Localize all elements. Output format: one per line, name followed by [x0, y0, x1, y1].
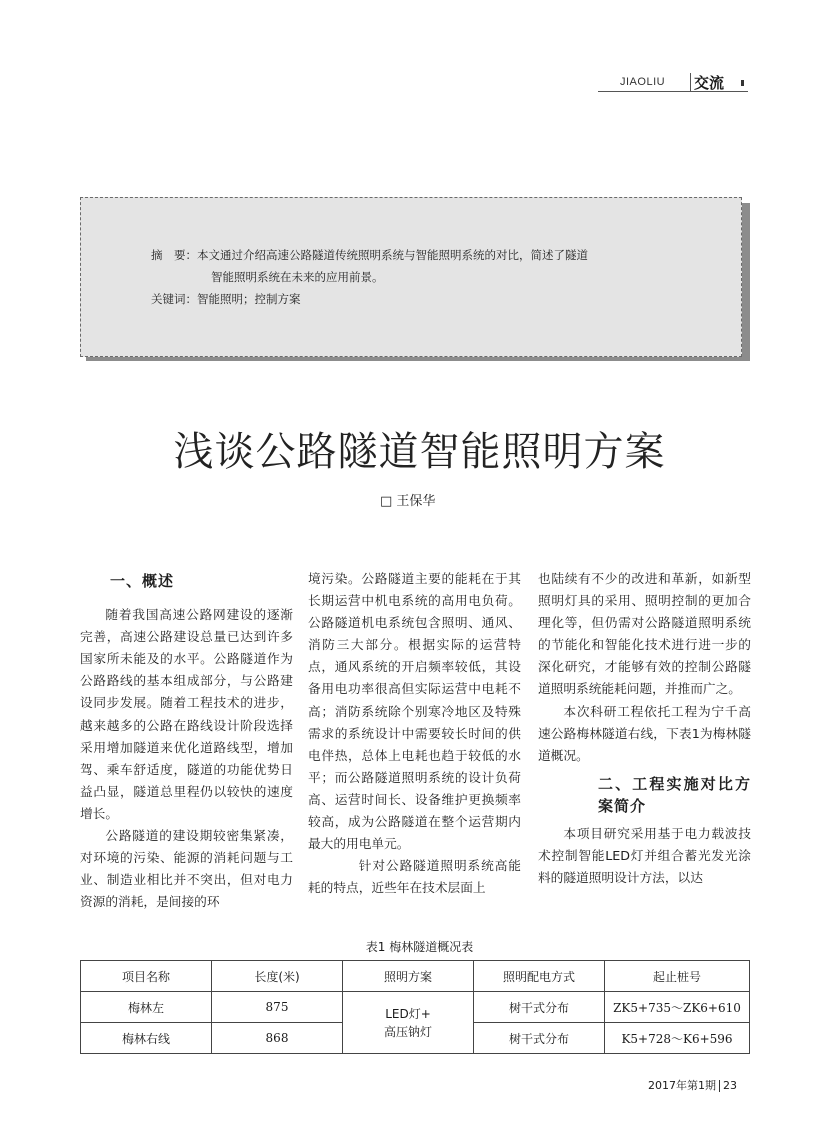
- keywords-text: 智能照明；控制方案: [197, 292, 301, 306]
- table-header: 起止桩号: [605, 961, 750, 992]
- column-3: [538, 568, 751, 889]
- section-2-heading: 二、工程实施对比方案简介: [598, 774, 751, 815]
- keywords-label: 关键词：: [151, 292, 197, 306]
- table-header: 照明配电方式: [474, 961, 605, 992]
- abstract-line-1: [151, 247, 588, 263]
- table-caption: 表1 梅林隧道概况表: [365, 940, 474, 954]
- abstract-label: 摘 要：: [151, 248, 197, 262]
- table-cell: 树干式分布: [474, 1023, 605, 1054]
- abstract-text-1: 本文通过介绍高速公路隧道传统照明系统与智能照明系统的对比，简述了隧道: [197, 248, 588, 262]
- tunnel-table: [80, 960, 750, 1054]
- paragraph-3-start: 针对公路隧道照明系统高能耗的特点，近些年在技术层面上: [308, 858, 521, 896]
- issue-label: 2017年第1期: [648, 1079, 716, 1092]
- page-number: 23: [723, 1079, 737, 1092]
- table-cell: 875: [212, 992, 343, 1023]
- table-cell-merged: LED灯+ 高压钠灯: [343, 992, 474, 1054]
- table-cell: ZK5+735～ZK6+610: [605, 992, 750, 1023]
- table-header-row: [81, 961, 750, 992]
- header-divider: [690, 73, 691, 91]
- running-header: [598, 72, 748, 96]
- paragraph-5: 本项目研究采用基于电力载波技术控制智能LED灯并组合蓄光发光涂料的隧道照明设计方法，以达: [538, 825, 751, 886]
- keywords-line: [151, 291, 301, 307]
- header-rule: [598, 91, 748, 92]
- table-cell: 868: [212, 1023, 343, 1054]
- paragraph-2-start: 公路隧道的建设期较密集紧凑，对环境的污染、能源的消耗问题与工业、制造业相比并不突出，但对电力资源的消耗，是间接的环: [80, 828, 293, 910]
- table-header: 照明方案: [343, 961, 474, 992]
- column-1: [80, 568, 293, 913]
- table-cell: K5+728～K6+596: [605, 1023, 750, 1054]
- author: □ 王保华: [380, 494, 436, 509]
- table-row: [81, 992, 750, 1023]
- header-section-zh: 交流: [694, 74, 725, 92]
- paragraph-1: 随着我国高速公路网建设的逐渐完善，高速公路建设总量已达到许多国家所未能及的水平。公路隧道作为公路路线的基本组成部分，与公路建设同步发展。随着工程技术的进步，越来越多的公路在路线设计阶段选择采用增加隧道来优化道路线型，增加驾、乘车舒适度，隧道的功能优势日益凸显，隧道总里程仍以较快的速度增长。: [80, 607, 293, 821]
- abstract-line-2: 智能照明系统在未来的应用前景。: [211, 270, 384, 284]
- column-2: [308, 568, 521, 899]
- paragraph-3-cont: 也陆续有不少的改进和革新，如新型照明灯具的采用、照明控制的更加合理化等，但仍需对公路隧道照明系统的节能化和智能化技术进行进一步的深化研究，才能够有效的控制公路隧道照明系统能耗问题，并推而广之。: [538, 571, 751, 697]
- header-mark: [741, 80, 744, 86]
- page-footer: [648, 1077, 737, 1093]
- article-title: 浅谈公路隧道智能照明方案: [173, 429, 666, 475]
- paragraph-2-cont: 境污染。公路隧道主要的能耗在于其长期运营中机电系统的高用电负荷。公路隧道机电系统包含照明、通风、消防三大部分。根据实际的运营特点，通风系统的开启频率较低，其设备用电功率很高但实际运营中电耗不高；消防系统除个别寒冷地区及特殊需求的系统设计中需要较长时间的供电伴热，总体上电耗也趋于较低的水平；而公路隧道照明系统的设计负荷高、运营时间长、设备维护更换频率较高，成为公路隧道在整个运营期内最大的用电单元。: [308, 571, 521, 852]
- header-section-en: JIAOLIU: [620, 76, 666, 88]
- paragraph-4: 本次科研工程依托工程为宁千高速公路梅林隧道右线，下表1为梅林隧道概况。: [538, 703, 751, 763]
- footer-divider: [719, 1080, 720, 1092]
- table-cell: 梅林左: [81, 992, 212, 1023]
- table-header: 项目名称: [81, 961, 212, 992]
- table-header: 长度(米): [212, 961, 343, 992]
- abstract-box: [80, 197, 742, 357]
- section-1-heading: 一、概述: [110, 572, 175, 590]
- table-cell: 树干式分布: [474, 992, 605, 1023]
- table-cell: 梅林右线: [81, 1023, 212, 1054]
